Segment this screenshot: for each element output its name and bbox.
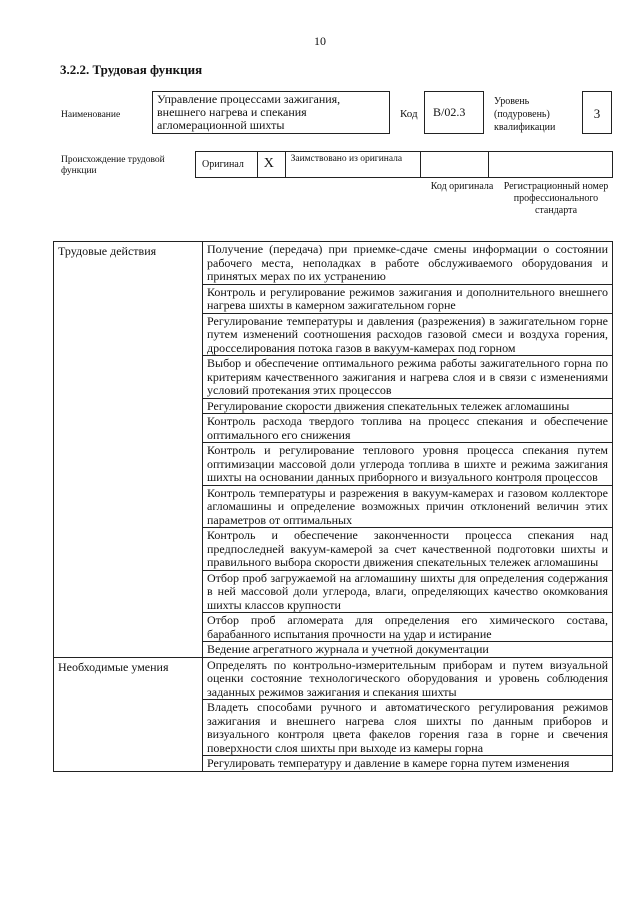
section-title: 3.2.2. Трудовая функция [60, 62, 203, 77]
original-mark: X [258, 152, 286, 177]
table-row [54, 242, 613, 285]
function-name-box: Управление процессами зажигания, внешнего нагрева и спекания агломерационной шихты [152, 91, 390, 134]
section-label: Необходимые умения [54, 657, 203, 771]
table-item: Отбор проб агломерата для определения его химического состава, барабанного испытания прочности на удар и истирание [203, 613, 613, 642]
table-item: Определять по контрольно-измерительным приборам и путем визуальной оценки состояние технологического оборудования и уровень соблюдения заданных режимов зажигания и спекания шихты [203, 657, 613, 700]
function-table [53, 241, 613, 772]
qualification-level-box: 3 [582, 91, 612, 134]
table-row [54, 657, 613, 700]
code-original-caption: Код оригинала [430, 181, 494, 192]
table-item: Выбор и обеспечение оптимального режима работы зажигательного горна по критериям качественного зажигания и нагрева слоя и в связи с изменениями условий протекания этих процессов [203, 356, 613, 399]
origin-label: Происхождение трудовой функции [61, 155, 165, 176]
borrowed-label: Заимствовано из оригинала [286, 152, 421, 177]
registration-number-caption: Регистрационный номер профессионального стандарта [503, 181, 609, 216]
table-item: Контроль температуры и разрежения в вакуум-камерах и газовом коллекторе агломашины и определение возможных причин отклонений величин этих параметров от оптимальных [203, 485, 613, 528]
table-item: Ведение агрегатного журнала и учетной документации [203, 642, 613, 658]
registration-number-cell [489, 152, 612, 177]
table-item: Получение (передача) при приемке-сдаче смены информации о состоянии рабочего места, неполадках в работе обслуживаемого оборудования и принятых мерах по их устранению [203, 242, 613, 285]
table-item: Владеть способами ручного и автоматического регулирования режимов зажигания и внешнего нагрева слоя шихты по данным приборов и визуального контроля цвета факелов горения газа в горне и свечения поверхности слоя шихты при выходе из камеры горна [203, 700, 613, 756]
origin-row [195, 151, 613, 178]
code-box: В/02.3 [424, 91, 484, 134]
table-item: Контроль и регулирование режимов зажигания и дополнительного внешнего нагрева шихты в камерном зажигательном горне [203, 284, 613, 313]
table-item: Контроль и обеспечение законченности процесса спекания над предпоследней вакуум-камерой за счет качественной подготовки шихты и правильного выбора скорости движения спекательных тележек агломашины [203, 528, 613, 571]
table-item: Отбор проб загружаемой на агломашину шихты для определения содержания в ней массовой доли углерода, влаги, определяющих качество окомкования шихты классов крупности [203, 570, 613, 613]
table-item: Контроль расхода твердого топлива на процесс спекания и обеспечение оптимального его снижения [203, 414, 613, 443]
original-code-cell [421, 152, 489, 177]
table-item: Регулирование температуры и давления (разрежения) в зажигательном горне путем изменений соотношения расходов газовой смеси и воздуха горения, дросселирования потока газов в вакуум-камерах под горном [203, 313, 613, 356]
original-label: Оригинал [196, 152, 258, 177]
function-table-body [54, 242, 613, 772]
table-item: Регулирование скорости движения спекательных тележек агломашины [203, 398, 613, 414]
section-label: Трудовые действия [54, 242, 203, 658]
qualification-level-label: Уровень (подуровень) квалификации [494, 96, 556, 133]
table-item: Контроль и регулирование теплового уровня процесса спекания путем оптимизации массовой доли углерода топлива в шихте и режима зажигания шихты на основании данных приборного и визуального контроля процессов [203, 443, 613, 486]
page-number: 10 [314, 34, 326, 48]
name-label: Наименование [61, 110, 121, 120]
table-item: Регулировать температуру и давление в камере горна путем изменения [203, 756, 613, 772]
code-label: Код [400, 108, 418, 120]
